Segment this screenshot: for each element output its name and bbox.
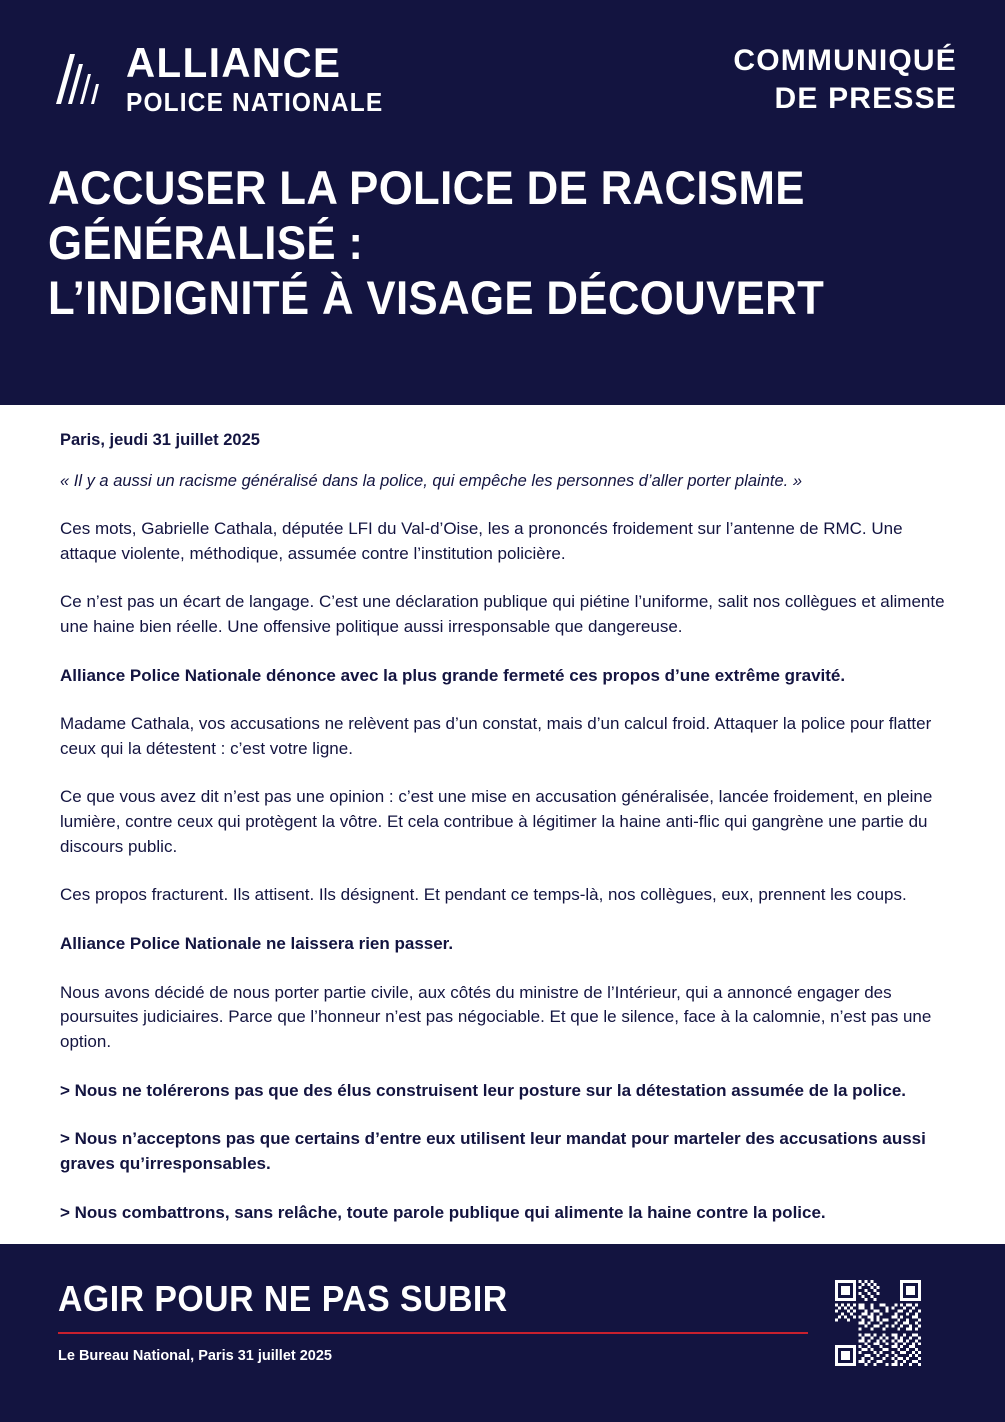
footer-banner	[0, 1244, 1005, 1422]
brand-name-secondary: POLICE NATIONALE	[126, 89, 384, 117]
paragraph: Ces mots, Gabrielle Cathala, députée LFI du Val-d’Oise, les a prononcés froidement sur l’antenne de RMC. Une attaque violente, méthodique, assumée contre l’institution policière.	[60, 519, 903, 563]
paragraph: Madame Cathala, vos accusations ne relèvent pas d’un constat, mais d’un calcul froid. Attaquer la police pour flatter ceux qui la détestent : c’est votre ligne.	[60, 714, 932, 758]
paragraph-emphasis: Alliance Police Nationale ne laissera rien passer.	[60, 934, 454, 954]
paragraph: Nous avons décidé de nous porter partie civile, aux côtés du ministre de l’Intérieur, qui a annoncé engager des poursuites judiciaires. Parce que l’honneur n’est pas négociable. Et que le silence, face à la calomnie, n’est pas une option.	[60, 982, 932, 1051]
dateline: Paris, jeudi 31 juillet 2025	[60, 431, 260, 449]
footer-row	[58, 1278, 957, 1366]
press-release-tag	[733, 42, 957, 117]
paragraph: Ce que vous avez dit n’est pas une opinion : c’est une mise en accusation généralisée, lancée froidement, en pleine lumière, contre ceux qui protègent la vôtre. Et cela contribue à légitimer la haine anti-flic qui gangrène une partie du discours public.	[60, 787, 933, 856]
brand-name-primary: ALLIANCE	[126, 39, 342, 86]
page-title	[48, 161, 893, 326]
footer-left	[58, 1278, 835, 1364]
brand-text	[126, 39, 394, 117]
qr-code-icon[interactable]	[835, 1280, 921, 1366]
paragraph: Ces propos fracturent. Ils attisent. Ils désignent. Et pendant ce temps-là, nos collègues, eux, prennent les coups.	[60, 885, 907, 905]
footer-divider	[58, 1332, 808, 1334]
list-item: > Nous n’acceptons pas que certains d’entre eux utilisent leur mandat pour marteler des accusations aussi graves qu’irresponsables.	[60, 1129, 926, 1173]
headline-line-3: L’INDIGNITÉ À VISAGE DÉCOUVERT	[48, 270, 825, 324]
paragraph-emphasis: Alliance Police Nationale dénonce avec la plus grande fermeté ces propos d’une extrême gravité.	[60, 665, 846, 685]
press-tag-line-2: DE PRESSE	[774, 81, 957, 115]
header-banner	[0, 0, 1005, 405]
list-item: > Nous combattrons, sans relâche, toute parole publique qui alimente la haine contre la police.	[60, 1202, 826, 1222]
brand-lockup	[48, 39, 394, 117]
pull-quote: « Il y a aussi un racisme généralisé dans la police, qui empêche les personnes d’aller porter plainte. »	[60, 472, 803, 490]
press-tag-line-1: COMMUNIQUÉ	[733, 44, 957, 77]
headline-line-1: ACCUSER LA POLICE DE RACISME	[48, 161, 805, 214]
list-item: > Nous ne tolérerons pas que des élus construisent leur posture sur la détestation assumée de la police.	[60, 1080, 906, 1100]
alliance-logo-icon	[48, 48, 110, 110]
header-top-row	[48, 39, 957, 117]
headline-line-2: GÉNÉRALISÉ :	[48, 215, 364, 269]
paragraph: Ce n’est pas un écart de langage. C’est une déclaration publique qui piétine l’uniforme, salit nos collègues et alimente une haine bien réelle. Une offensive politique aussi irresponsable que dangereuse.	[60, 592, 945, 636]
footer-signature: Le Bureau National, Paris 31 juillet 2025	[58, 1348, 332, 1364]
footer-slogan: AGIR POUR NE PAS SUBIR	[58, 1278, 508, 1319]
document-body	[0, 405, 1005, 1225]
